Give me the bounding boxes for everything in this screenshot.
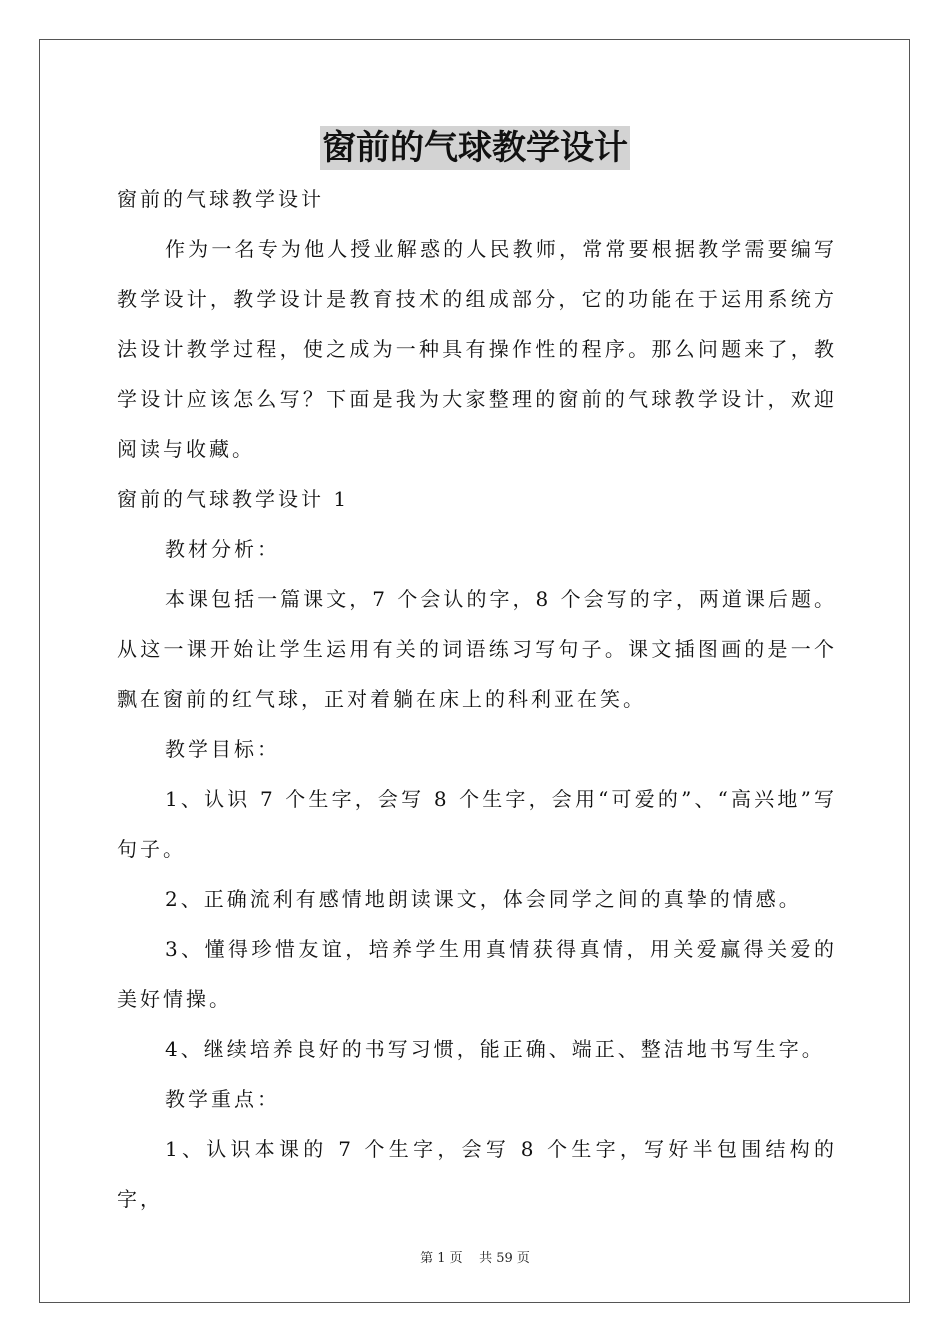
section-heading: 窗前的气球教学设计 1 — [117, 487, 350, 511]
goal-item-1: 1、认识 7 个生字，会写 8 个生字，会用“可爱的”、“高兴地”写句子。 — [117, 787, 837, 861]
goal-item-3: 3、懂得珍惜友谊，培养学生用真情获得真情，用关爱赢得关爱的美好情操。 — [117, 937, 837, 1011]
focus-item-1: 1、认识本课的 7 个生字，会写 8 个生字，写好半包围结构的字， — [117, 1137, 837, 1211]
goal-item-4: 4、继续培养良好的书写习惯，能正确、端正、整洁地书写生字。 — [165, 1037, 825, 1061]
analysis-label: 教材分析： — [165, 537, 280, 561]
document-subtitle: 窗前的气球教学设计 — [117, 187, 324, 211]
focus-label: 教学重点： — [165, 1087, 280, 1111]
goal-item-2: 2、正确流利有感情地朗读课文，体会同学之间的真挚的情感。 — [165, 887, 802, 911]
intro-paragraph: 作为一名专为他人授业解惑的人民教师，常常要根据教学需要编写教学设计，教学设计是教育技术的组成部分，它的功能在于运用系统方法设计教学过程，使之成为一种具有操作性的程序。那么问题来了，教学设计应该怎么写？下面是我为大家整理的窗前的气球教学设计，欢迎阅读与收藏。 — [117, 237, 837, 461]
goals-label: 教学目标： — [165, 737, 280, 761]
document-title: 窗前的气球教学设计 — [322, 128, 628, 168]
analysis-paragraph: 本课包括一篇课文，7 个会认的字，8 个会写的字，两道课后题。从这一课开始让学生运用有关的词语练习写句子。课文插图画的是一个飘在窗前的红气球，正对着躺在床上的科利亚在笑。 — [117, 587, 837, 711]
page-footer: 第 1 页 共 59 页 — [420, 1251, 530, 1266]
